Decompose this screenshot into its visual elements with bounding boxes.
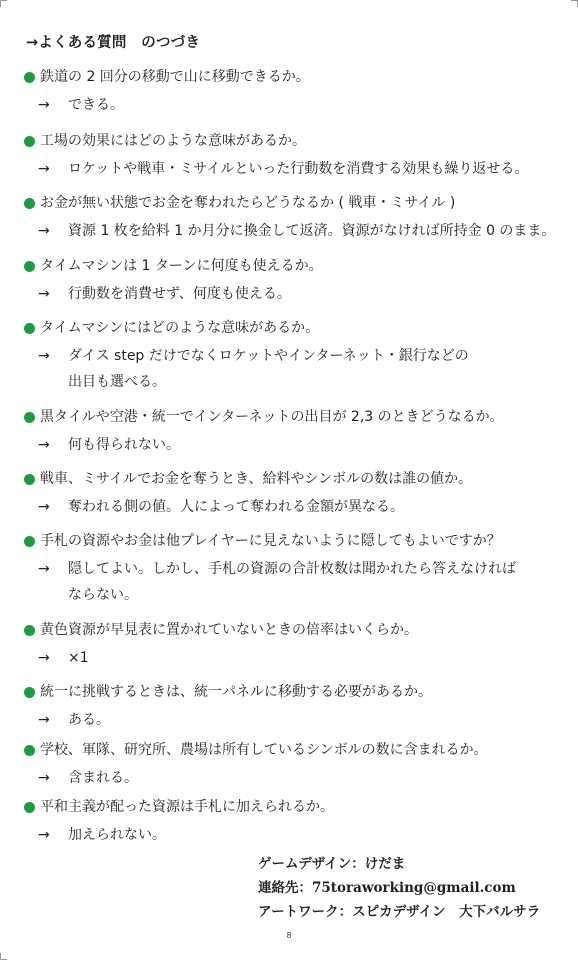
faq-question-text: 学校、軍隊、研究所、農場は所有しているシンボルの数に含まれるか。 bbox=[40, 742, 488, 758]
faq-question-text: 工場の効果にはどのような意味があるか。 bbox=[40, 133, 306, 149]
right-arrow-icon: → bbox=[38, 712, 50, 728]
faq-question bbox=[24, 193, 564, 213]
faq-item bbox=[24, 620, 564, 671]
faq-answer-line: 何も得られない。 bbox=[68, 437, 180, 453]
page-heading: →よくある質問 のつづき bbox=[26, 35, 201, 51]
green-bullet-icon bbox=[24, 198, 35, 209]
right-arrow-icon: → bbox=[38, 161, 50, 177]
faq-question bbox=[24, 740, 564, 760]
faq-answer bbox=[24, 494, 564, 520]
faq-answer-line: 出目も選べる。 bbox=[68, 374, 166, 390]
faq-question bbox=[24, 531, 564, 551]
faq-answer-line: 加えられない。 bbox=[68, 827, 166, 843]
faq-item bbox=[24, 740, 564, 791]
faq-question-text: 鉄道の 2 回分の移動で山に移動できるか。 bbox=[40, 69, 310, 85]
faq-question-text: 統一に挑戦するときは、統一パネルに移動する必要があるか。 bbox=[40, 684, 432, 700]
green-bullet-icon bbox=[24, 72, 35, 83]
faq-answer-line: 奪われる側の値。人によって奪われる金額が異なる。 bbox=[68, 499, 404, 515]
faq-question bbox=[24, 797, 564, 817]
faq-question bbox=[24, 67, 564, 87]
faq-answer bbox=[24, 281, 564, 307]
green-bullet-icon bbox=[24, 323, 35, 334]
credit-contact: 連絡先：75toraworking@gmail.com bbox=[258, 880, 516, 896]
right-arrow-icon: → bbox=[38, 561, 50, 577]
faq-question bbox=[24, 131, 564, 151]
right-arrow-icon: → bbox=[38, 499, 50, 515]
green-bullet-icon bbox=[24, 412, 35, 423]
faq-item bbox=[24, 682, 564, 733]
green-bullet-icon bbox=[24, 687, 35, 698]
faq-answer-line: ある。 bbox=[68, 712, 110, 728]
faq-answer bbox=[24, 343, 564, 395]
green-bullet-icon bbox=[24, 625, 35, 636]
faq-item bbox=[24, 67, 564, 118]
faq-question-text: 戦車、ミサイルでお金を奪うとき、給料やシンボルの数は誰の値か。 bbox=[40, 471, 473, 487]
page-number: 8 bbox=[286, 931, 292, 940]
faq-answer bbox=[24, 707, 564, 733]
faq-answer-line: 行動数を消費せず、何度も使える。 bbox=[68, 286, 291, 302]
faq-answer-line: ダイス step だけでなくロケットやインターネット・銀行などの bbox=[68, 348, 469, 364]
faq-item bbox=[24, 131, 564, 182]
faq-answer bbox=[24, 432, 564, 458]
faq-question-text: 手札の資源やお金は他プレイヤーに見えないように隠してもよいですか？ bbox=[40, 533, 501, 549]
faq-answer bbox=[24, 156, 564, 182]
faq-item bbox=[24, 256, 564, 307]
faq-answer-line: 隠してよい。しかし、手札の資源の合計枚数は聞かれたら答えなければ bbox=[68, 561, 516, 577]
green-bullet-icon bbox=[24, 261, 35, 272]
faq-question-text: お金が無い状態でお金を奪われたらどうなるか ( 戦車・ミサイル ) bbox=[40, 195, 456, 211]
right-arrow-icon: → bbox=[38, 770, 50, 786]
green-bullet-icon bbox=[24, 745, 35, 756]
crop-mark-top-left bbox=[0, 0, 7, 7]
faq-item bbox=[24, 469, 564, 520]
right-arrow-icon: → bbox=[38, 223, 50, 239]
green-bullet-icon bbox=[24, 474, 35, 485]
credits bbox=[258, 852, 540, 924]
faq-question bbox=[24, 318, 564, 338]
faq-answer-line: できる。 bbox=[68, 97, 124, 113]
right-arrow-icon: → bbox=[38, 650, 50, 666]
faq-question-text: 黄色資源が早見表に置かれていないときの倍率はいくらか。 bbox=[40, 622, 418, 638]
faq-answer bbox=[24, 645, 564, 671]
credit-game-design: ゲームデザイン：けだま bbox=[258, 856, 406, 872]
faq-item bbox=[24, 797, 564, 848]
faq-answer bbox=[24, 92, 564, 118]
credit-artwork: アートワーク：スピカデザイン 大下バルサラ bbox=[258, 904, 541, 920]
faq-question bbox=[24, 407, 564, 427]
green-bullet-icon bbox=[24, 802, 35, 813]
faq-answer bbox=[24, 556, 564, 608]
green-bullet-icon bbox=[24, 136, 35, 147]
faq-question bbox=[24, 620, 564, 640]
faq-answer-line: ならない。 bbox=[68, 587, 138, 603]
faq-question bbox=[24, 256, 564, 276]
faq-answer bbox=[24, 765, 564, 791]
green-bullet-icon bbox=[24, 536, 35, 547]
crop-mark-bottom-left bbox=[0, 953, 7, 960]
faq-question-text: 黒タイルや空港・統一でインターネットの出目が 2,3 のときどうなるか。 bbox=[40, 409, 504, 425]
faq-question-text: タイムマシンは 1 ターンに何度も使えるか。 bbox=[40, 258, 323, 274]
faq-answer-line: 含まれる。 bbox=[68, 770, 138, 786]
faq-item bbox=[24, 193, 564, 244]
faq-question bbox=[24, 469, 564, 489]
right-arrow-icon: → bbox=[38, 97, 50, 113]
faq-item bbox=[24, 531, 564, 608]
faq-answer bbox=[24, 218, 564, 244]
faq-question-text: 平和主義が配った資源は手札に加えられるか。 bbox=[40, 799, 334, 815]
faq-answer-line: ×1 bbox=[68, 650, 89, 666]
right-arrow-icon: → bbox=[38, 348, 50, 364]
faq-question bbox=[24, 682, 564, 702]
faq-answer bbox=[24, 822, 564, 848]
faq-item bbox=[24, 407, 564, 458]
faq-answer-line: 資源 1 枚を給料 1 か月分に換金して返済。資源がなければ所持金 0 のまま。 bbox=[68, 223, 556, 239]
faq-question-text: タイムマシンにはどのような意味があるか。 bbox=[40, 320, 320, 336]
right-arrow-icon: → bbox=[38, 437, 50, 453]
right-arrow-icon: → bbox=[38, 827, 50, 843]
faq-answer-line: ロケットや戦車・ミサイルといった行動数を消費する効果も繰り返せる。 bbox=[68, 161, 529, 177]
faq-item bbox=[24, 318, 564, 395]
crop-mark-top-right bbox=[571, 0, 578, 7]
right-arrow-icon: → bbox=[38, 286, 50, 302]
